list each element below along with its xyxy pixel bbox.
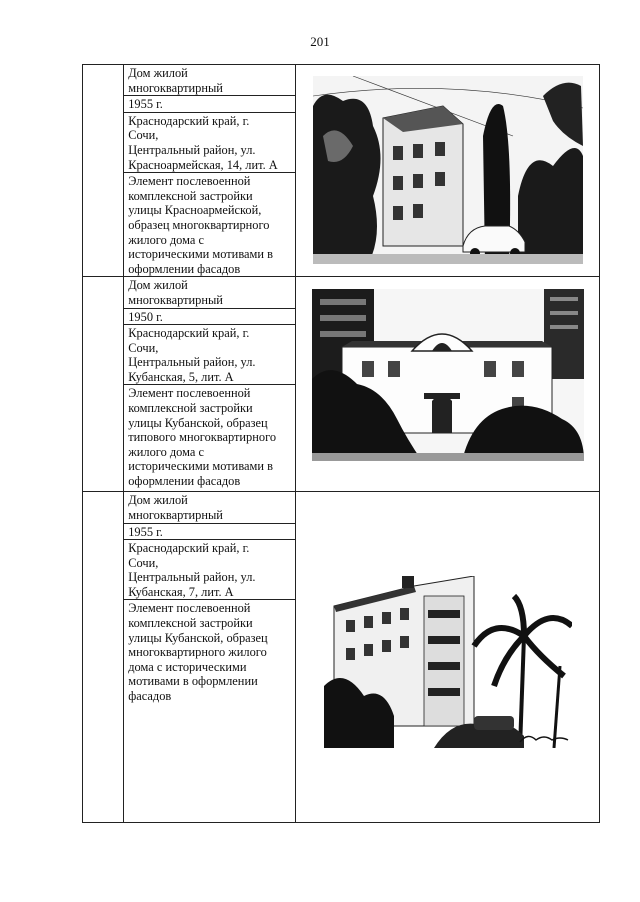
page-number: 201 — [310, 34, 330, 49]
object-name: Дом жилой многоквартирный — [124, 277, 295, 308]
table-row — [83, 277, 600, 492]
entry-photo-cell — [296, 65, 600, 277]
building-photo-3 — [324, 576, 572, 748]
entry-description-cell — [124, 492, 296, 823]
object-significance: Элемент послевоенной комплексной застройки улицы Кубанской, образец многоквартирного жилого дома с историческими мотивами в оформлении фасадов — [128, 601, 268, 704]
object-year: 1955 г. — [124, 96, 295, 113]
building-photo-1 — [313, 76, 583, 264]
object-year: 1955 г. — [124, 524, 295, 541]
object-address: Краснодарский край, г. Сочи, Центральный район, ул. Кубанская, 5, лит. А — [124, 325, 295, 385]
heritage-register-table — [82, 64, 600, 823]
table-row — [83, 65, 600, 277]
entry-description-cell — [124, 65, 296, 277]
entry-description-cell — [124, 277, 296, 492]
entry-number-cell — [83, 277, 124, 492]
entry-photo-cell — [296, 492, 600, 823]
entry-number-cell — [83, 65, 124, 277]
object-name: Дом жилой многоквартирный — [124, 492, 295, 523]
entry-photo-cell — [296, 277, 600, 492]
object-name: Дом жилой многоквартирный — [124, 65, 295, 96]
object-significance: Элемент послевоенной комплексной застройки улицы Красноармейской, образец многоквартирного жилого дома с историческими мотивами в оформлении фасадов — [128, 174, 273, 276]
entry-number-cell — [83, 492, 124, 823]
object-year: 1950 г. — [124, 309, 295, 326]
object-address: Краснодарский край, г. Сочи, Центральный район, ул. Кубанская, 7, лит. А — [124, 540, 295, 600]
building-photo-2 — [312, 289, 584, 461]
object-address: Краснодарский край, г. Сочи, Центральный район, ул. Красноармейская, 14, лит. А — [124, 113, 295, 173]
object-significance: Элемент послевоенной комплексной застройки улицы Кубанской, образец типового многоквартирного жилого дома с историческими мотивами в оформлении фасадов — [128, 386, 277, 489]
table-row — [83, 492, 600, 823]
